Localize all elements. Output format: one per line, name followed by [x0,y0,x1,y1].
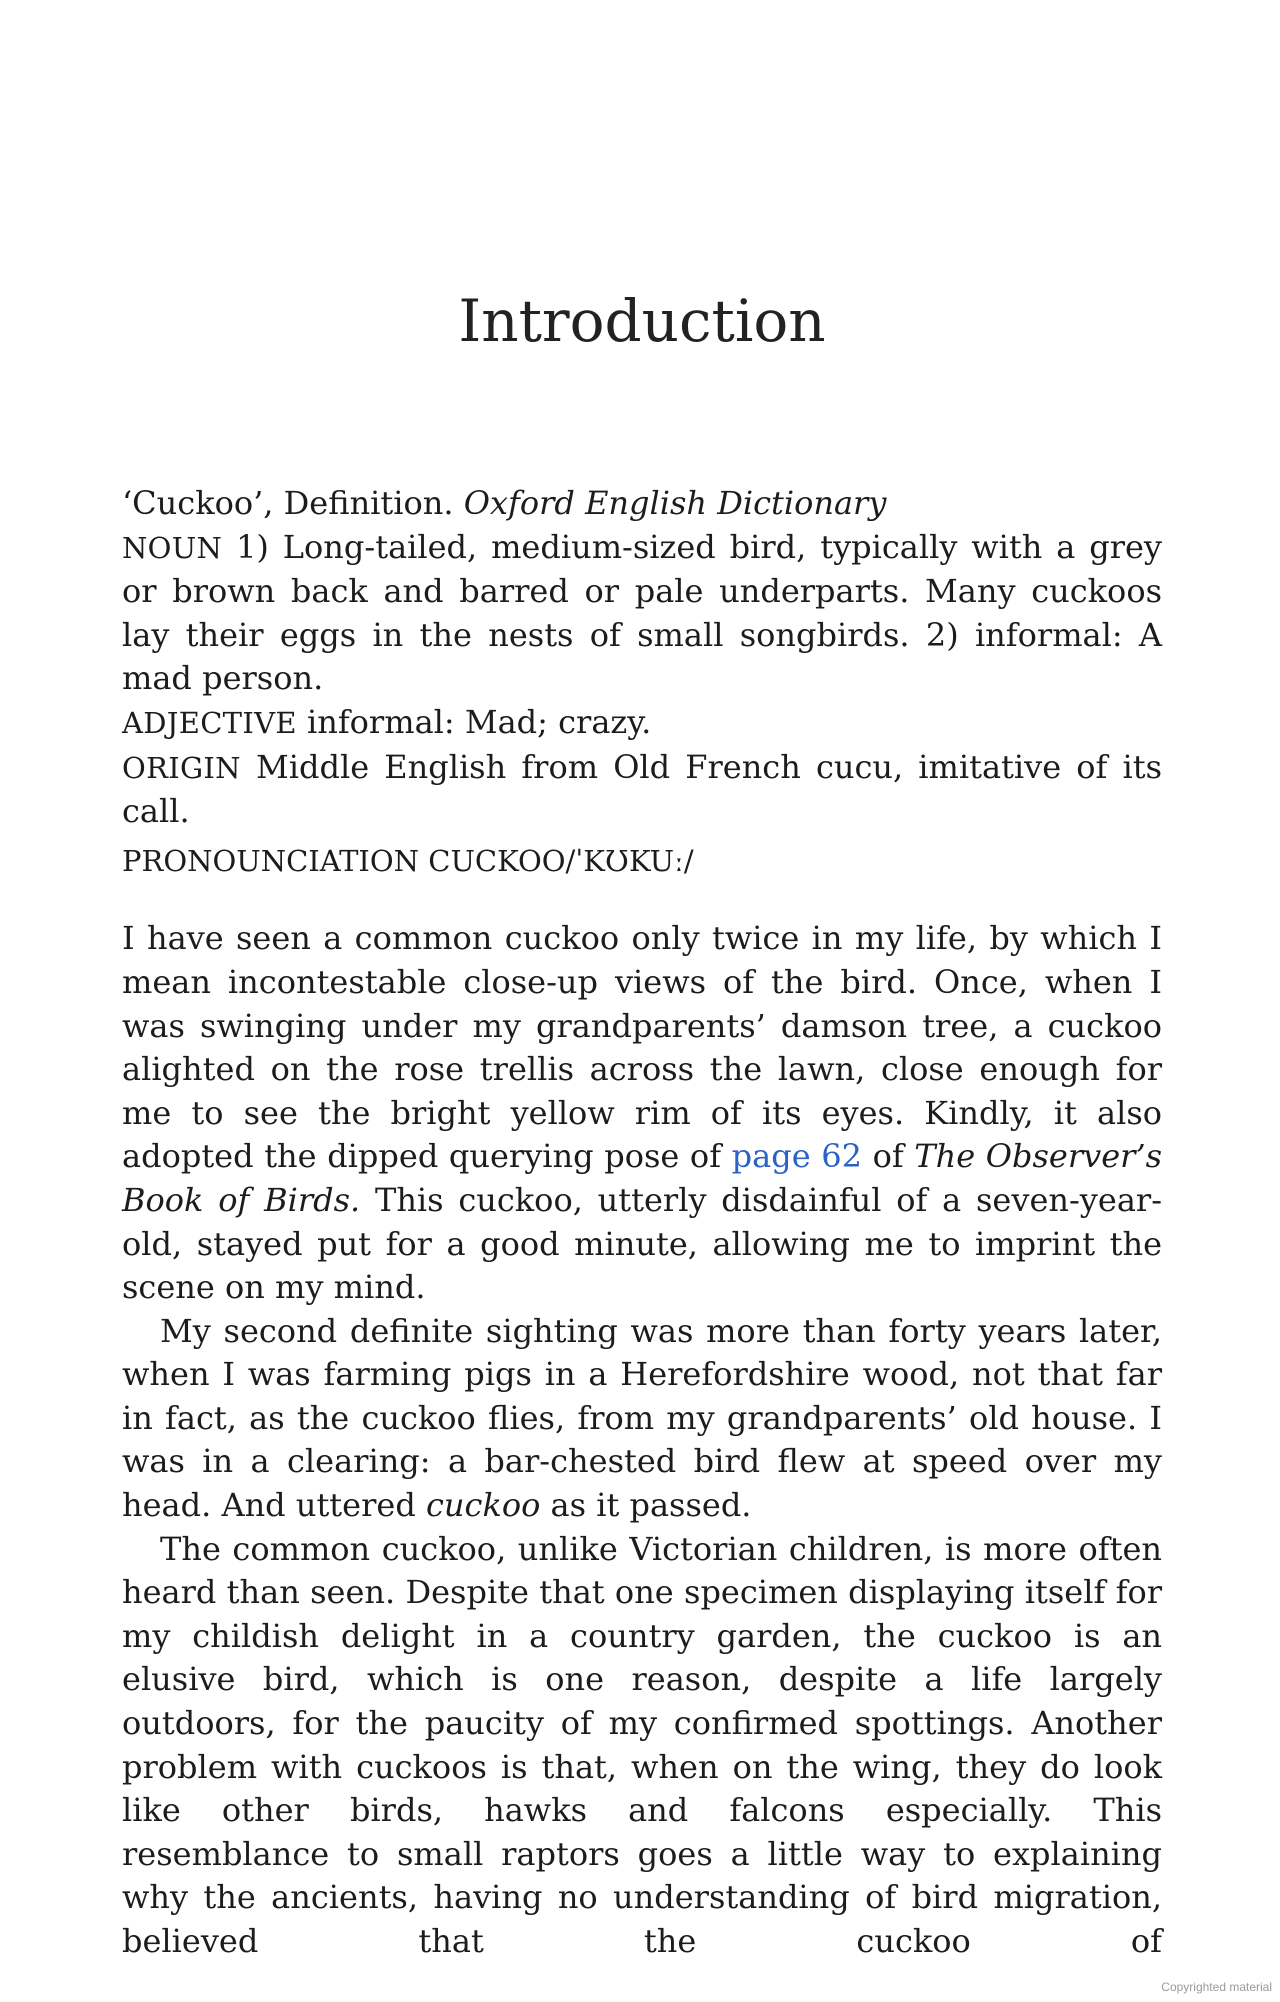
definition-headword: ‘Cuckoo’, Definition. [122,484,454,522]
noun-text: 1) Long-tailed, medium-sized bird, typically with a grey or brown back and barred or pale underparts. Many cuckoos lay their eggs in the nests of small songbirds. 2) informal: A mad person. [122,527,1163,698]
cuckoo-emphasis: cuckoo [425,1486,541,1525]
paragraph-2-text-b: as it passed. [550,1486,752,1525]
paragraph-1-text-c: This cuckoo, utterly disdainful of a seven-year-old, stayed put for a good minute, allowing me to imprint the scene on my mind. [122,1180,1163,1307]
page-content [122,482,1162,1964]
body-text [122,917,1162,1963]
paragraph-1-text-b: of [872,1137,904,1176]
book-title: The Observer’s Book of Birds. [122,1137,1163,1219]
copyright-watermark: Copyrighted material [1161,1980,1272,1994]
paragraph-2 [122,1310,1162,1528]
page-62-link[interactable]: page 62 [731,1137,862,1176]
pronunciation-text: CUCKOO/ˈKƱKUː/ [428,843,694,878]
book-page [122,0,1162,2002]
definition-noun [122,526,1162,701]
adjective-text: informal: Mad; crazy. [306,702,652,741]
paragraph-2-text-a: My second definite sighting was more than forty years later, when I was farming pigs in a Herefordshire wood, not that far in fact, as the cuckoo flies, from my grandparents’ old house. I was in a clearing: a bar-chested bird flew at speed over my head. And uttered [122,1311,1162,1525]
definition-source: Oxford English Dictionary [463,484,887,522]
adjective-label: ADJECTIVE [122,705,297,740]
noun-label: NOUN [122,530,223,565]
chapter-title: Introduction [458,287,826,355]
pronunciation-label: PRONOUNCIATION [122,843,420,878]
definition-heading [122,482,1162,526]
definition-adjective [122,701,1162,746]
paragraph-3: The common cuckoo, unlike Victorian children, is more often heard than seen. Despite that one specimen displaying itself for my childish delight in a country garden, the cuckoo is an elusive bird, which is one reason, despite a life largely outdoors, for the paucity of my confirmed spottings. Another problem with cuckoos is that, when on the wing, they do look like other birds, hawks and falcons especially. This resemblance to small raptors goes a little way to explaining why the ancients, having no understanding of bird migration, believed that the cuckoo of [122,1529,1162,1960]
paragraph-1-text-a: I have seen a common cuckoo only twice in my life, by which I mean incontestable close-up views of the bird. Once, when I was swinging under my grandparents’ damson tree, a cuckoo alighted on the rose trellis across the lawn, close enough for me to see the bright yellow rim of its eyes. Kindly, it also adopted the dipped querying pose of [122,919,1162,1176]
origin-text: Middle English from Old French cucu, imitative of its call. [122,747,1163,831]
dictionary-definition [122,482,1162,883]
paragraph-1 [122,917,1162,1309]
definition-origin [122,746,1162,834]
origin-label: ORIGIN [122,750,241,785]
definition-pronunciation [122,840,1162,884]
